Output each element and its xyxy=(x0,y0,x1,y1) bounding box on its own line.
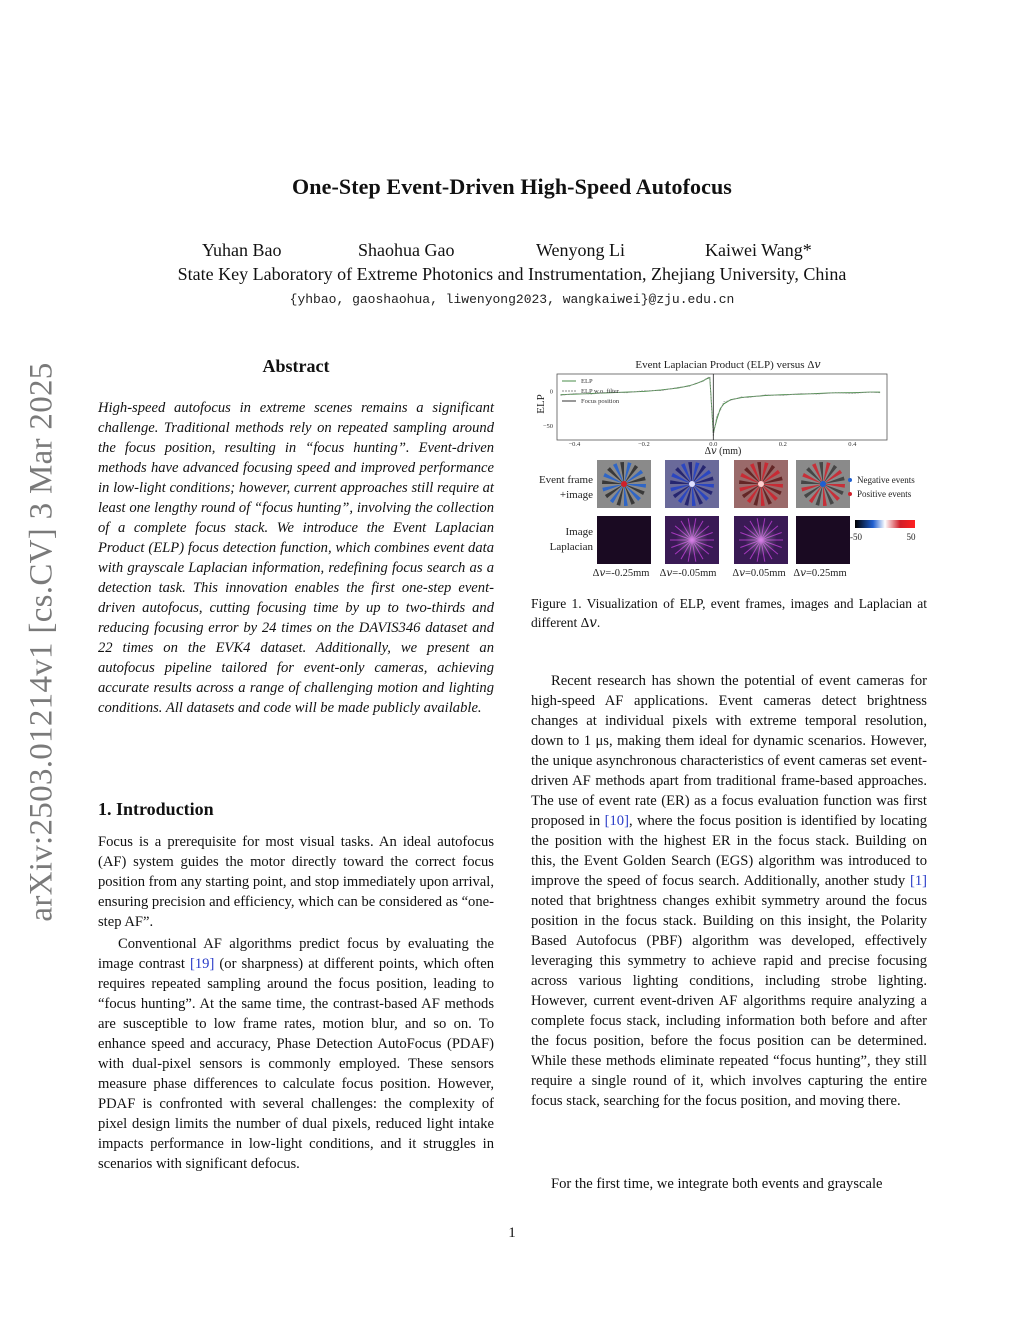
negative-event-dot xyxy=(848,478,852,482)
figure-1-graphic xyxy=(531,352,931,584)
x-tick-label: 0.2 xyxy=(778,441,787,448)
figure-1 xyxy=(531,352,931,584)
colorbar xyxy=(855,520,915,528)
x-tick-label: 0.4 xyxy=(848,441,857,448)
intro-paragraph: Focus is a prerequisite for most visual tasks. An ideal autofocus (AF) system guides the motor directly toward the correct focus position from any starting point, and stop immediately upon arrival, ensuring precision and efficiency, which can be considered as “one-step AF”. xyxy=(98,834,494,930)
affiliation: State Key Laboratory of Extreme Photonics and Instrumentation, Zhejiang University, China xyxy=(177,264,847,284)
abstract-text: High-speed autofocus in extreme scenes remains a significant challenge. Traditional methods rely on repeated sampling around the focus position, resulting in “focus hunting”. Event-driven methods have advanced focusing speed and improved performance in low-light conditions; however, current approaches still require at least one lengthy round of “focus hunting”, involving the collection of a complete focus stack. We introduce the Event Laplacian Product (ELP) focus detection function, which combines event data with grayscale Laplacian information, redefining focus search as a detection task. This innovation enables the first one-step event-driven autofocus, cutting focusing time by up to two-thirds and reducing focusing error by 24 times on the DAVIS346 dataset and 22 times on the EVK4 dataset. Additionally, we present an autofocus pipeline tailored for event-only cameras, achieving accurate results across a range of challenging motion and lighting conditions. All datasets and code will be made publicly available. xyxy=(98,400,494,716)
paper-title: One-Step Event-Driven High-Speed Autofocus xyxy=(292,174,732,199)
x-tick-label: −0.4 xyxy=(568,441,581,448)
author-name: Yuhan Bao xyxy=(202,240,282,260)
colorbar-tick: -50 xyxy=(850,532,862,542)
author-name: Wenyong Li xyxy=(536,240,626,260)
x-axis-label: Δ𝑣 (mm) xyxy=(704,446,742,457)
author-name: Kaiwei Wang* xyxy=(705,240,812,260)
legend-entry: Focus position xyxy=(581,398,620,405)
legend-entry: Positive events xyxy=(857,489,912,499)
section-heading: 1. Introduction xyxy=(98,799,214,819)
arxiv-identifier-text: arXiv:2503.01214v1 [cs.CV] 3 Mar 2025 xyxy=(23,362,60,922)
laplacian-glow xyxy=(676,524,708,556)
column-label: Δ𝑣=-0.05mm xyxy=(659,568,717,579)
paragraph-text: (or sharpness) at different points, which often requires repeated sampling around the focus position, leading to “focus hunting”. At the same time, the contrast-based AF methods are susceptible to low frame rates, motion blur, and so on. To enhance speed and accuracy, Phase Detection AutoFocus (PDAF) with dual-pixel sensors is commonly employed. These sensors measure phase differences to calculate focus position. However, PDAF is confronted with several challenges: the complexity of pixel design limits the number of dual pixels, reduced light intake impacts performance in low-light conditions, and it struggles in scenarios with significant defocus. xyxy=(98,956,494,1172)
colorbar-tick: 50 xyxy=(906,532,916,542)
chart-legend xyxy=(562,378,620,405)
paragraph-text: noted that brightness changes exhibit symmetry around the focus position in the focus stack. Building on this insight, the Polarity Based Autofocus (PBF) algorithm was developed, effectively leveraging this symmetry to achieve rapid and precise focusing across various lighting conditions, including strobe lighting. However, current event-driven AF algorithms require analyzing a complete focus stack, including information both before and after the focus position, before the focus position can be determined. While these methods eliminate repeated “focus hunting”, they still require a single round of it, which involves capturing the entire focus stack, searching for the focus position, and moving there. xyxy=(531,893,927,1109)
row-label: +image xyxy=(559,489,593,501)
paragraph-text: Conventional AF algorithms predict focus by evaluating the image contrast xyxy=(98,936,494,972)
author-emails: {yhbao, gaoshaohua, liwenyong2023, wangkaiwei}@zju.edu.cn xyxy=(289,292,735,307)
column-label: Δ𝑣=0.25mm xyxy=(793,568,847,579)
column-label: Δ𝑣=0.05mm xyxy=(732,568,786,579)
citation-link[interactable]: [1] xyxy=(909,873,927,889)
column-label: Δ𝑣=-0.25mm xyxy=(592,568,650,579)
starburst-center xyxy=(820,481,826,487)
row-label: Image xyxy=(565,526,593,538)
starburst-center xyxy=(621,481,627,487)
citation-link[interactable]: [19] xyxy=(190,956,215,972)
starburst-center xyxy=(758,481,764,487)
legend-entry: ELP xyxy=(581,378,593,385)
author-name: Shaohua Gao xyxy=(358,240,455,260)
intro-paragraph: For the first time, we integrate both events and grayscale xyxy=(551,1176,883,1192)
intro-paragraph xyxy=(98,934,494,1174)
intro-paragraph xyxy=(531,671,927,1111)
citation-link[interactable]: [10] xyxy=(604,813,629,829)
row-label: Laplacian xyxy=(549,541,593,553)
y-tick-label: 0 xyxy=(549,388,553,396)
laplacian-glow xyxy=(745,524,777,556)
abstract-heading: Abstract xyxy=(262,356,330,376)
series-lines xyxy=(561,374,881,440)
row-label: Event frame xyxy=(538,474,593,486)
x-tick-label: 0.0 xyxy=(709,441,718,448)
legend-entry: ELP w.o. filter xyxy=(581,388,619,395)
starburst-center xyxy=(689,481,695,487)
series-line xyxy=(561,377,881,437)
paragraph-text: Recent research has shown the potential of event cameras for high-speed AF applications. Event cameras detect brightness changes at individual pixels with extreme temporal resolution, down to 1 μs, making them ideal for dynamic scenarios. However, the unique asynchronous characteristics of event cameras set event-driven AF methods apart from traditional frame-based approaches. The use of event rate (ER) as a focus evaluation function was first proposed in xyxy=(531,673,927,829)
x-tick-label: −0.2 xyxy=(637,441,650,448)
paragraph-text: , where the focus position is identified by locating the position with the highest ER in the focus stack. Building on this, the Event Golden Search (EGS) algorithm was introduced to improve the speed of focus search. Additionally, another study xyxy=(531,813,927,889)
figure-caption: Figure 1. Visualization of ELP, event frames, images and Laplacian at different Δ𝑣. xyxy=(531,596,927,630)
chart-title: Event Laplacian Product (ELP) versus Δ𝑣 xyxy=(635,359,821,371)
page-number: 1 xyxy=(508,1225,516,1241)
laplacian-image xyxy=(597,516,651,564)
series-line xyxy=(561,378,881,434)
laplacian-image xyxy=(796,516,850,564)
y-tick-label: −50 xyxy=(542,423,553,431)
positive-event-dot xyxy=(848,492,852,496)
y-axis-label: ELP xyxy=(535,394,547,414)
legend-entry: Negative events xyxy=(857,475,915,485)
image-grid xyxy=(597,460,850,564)
